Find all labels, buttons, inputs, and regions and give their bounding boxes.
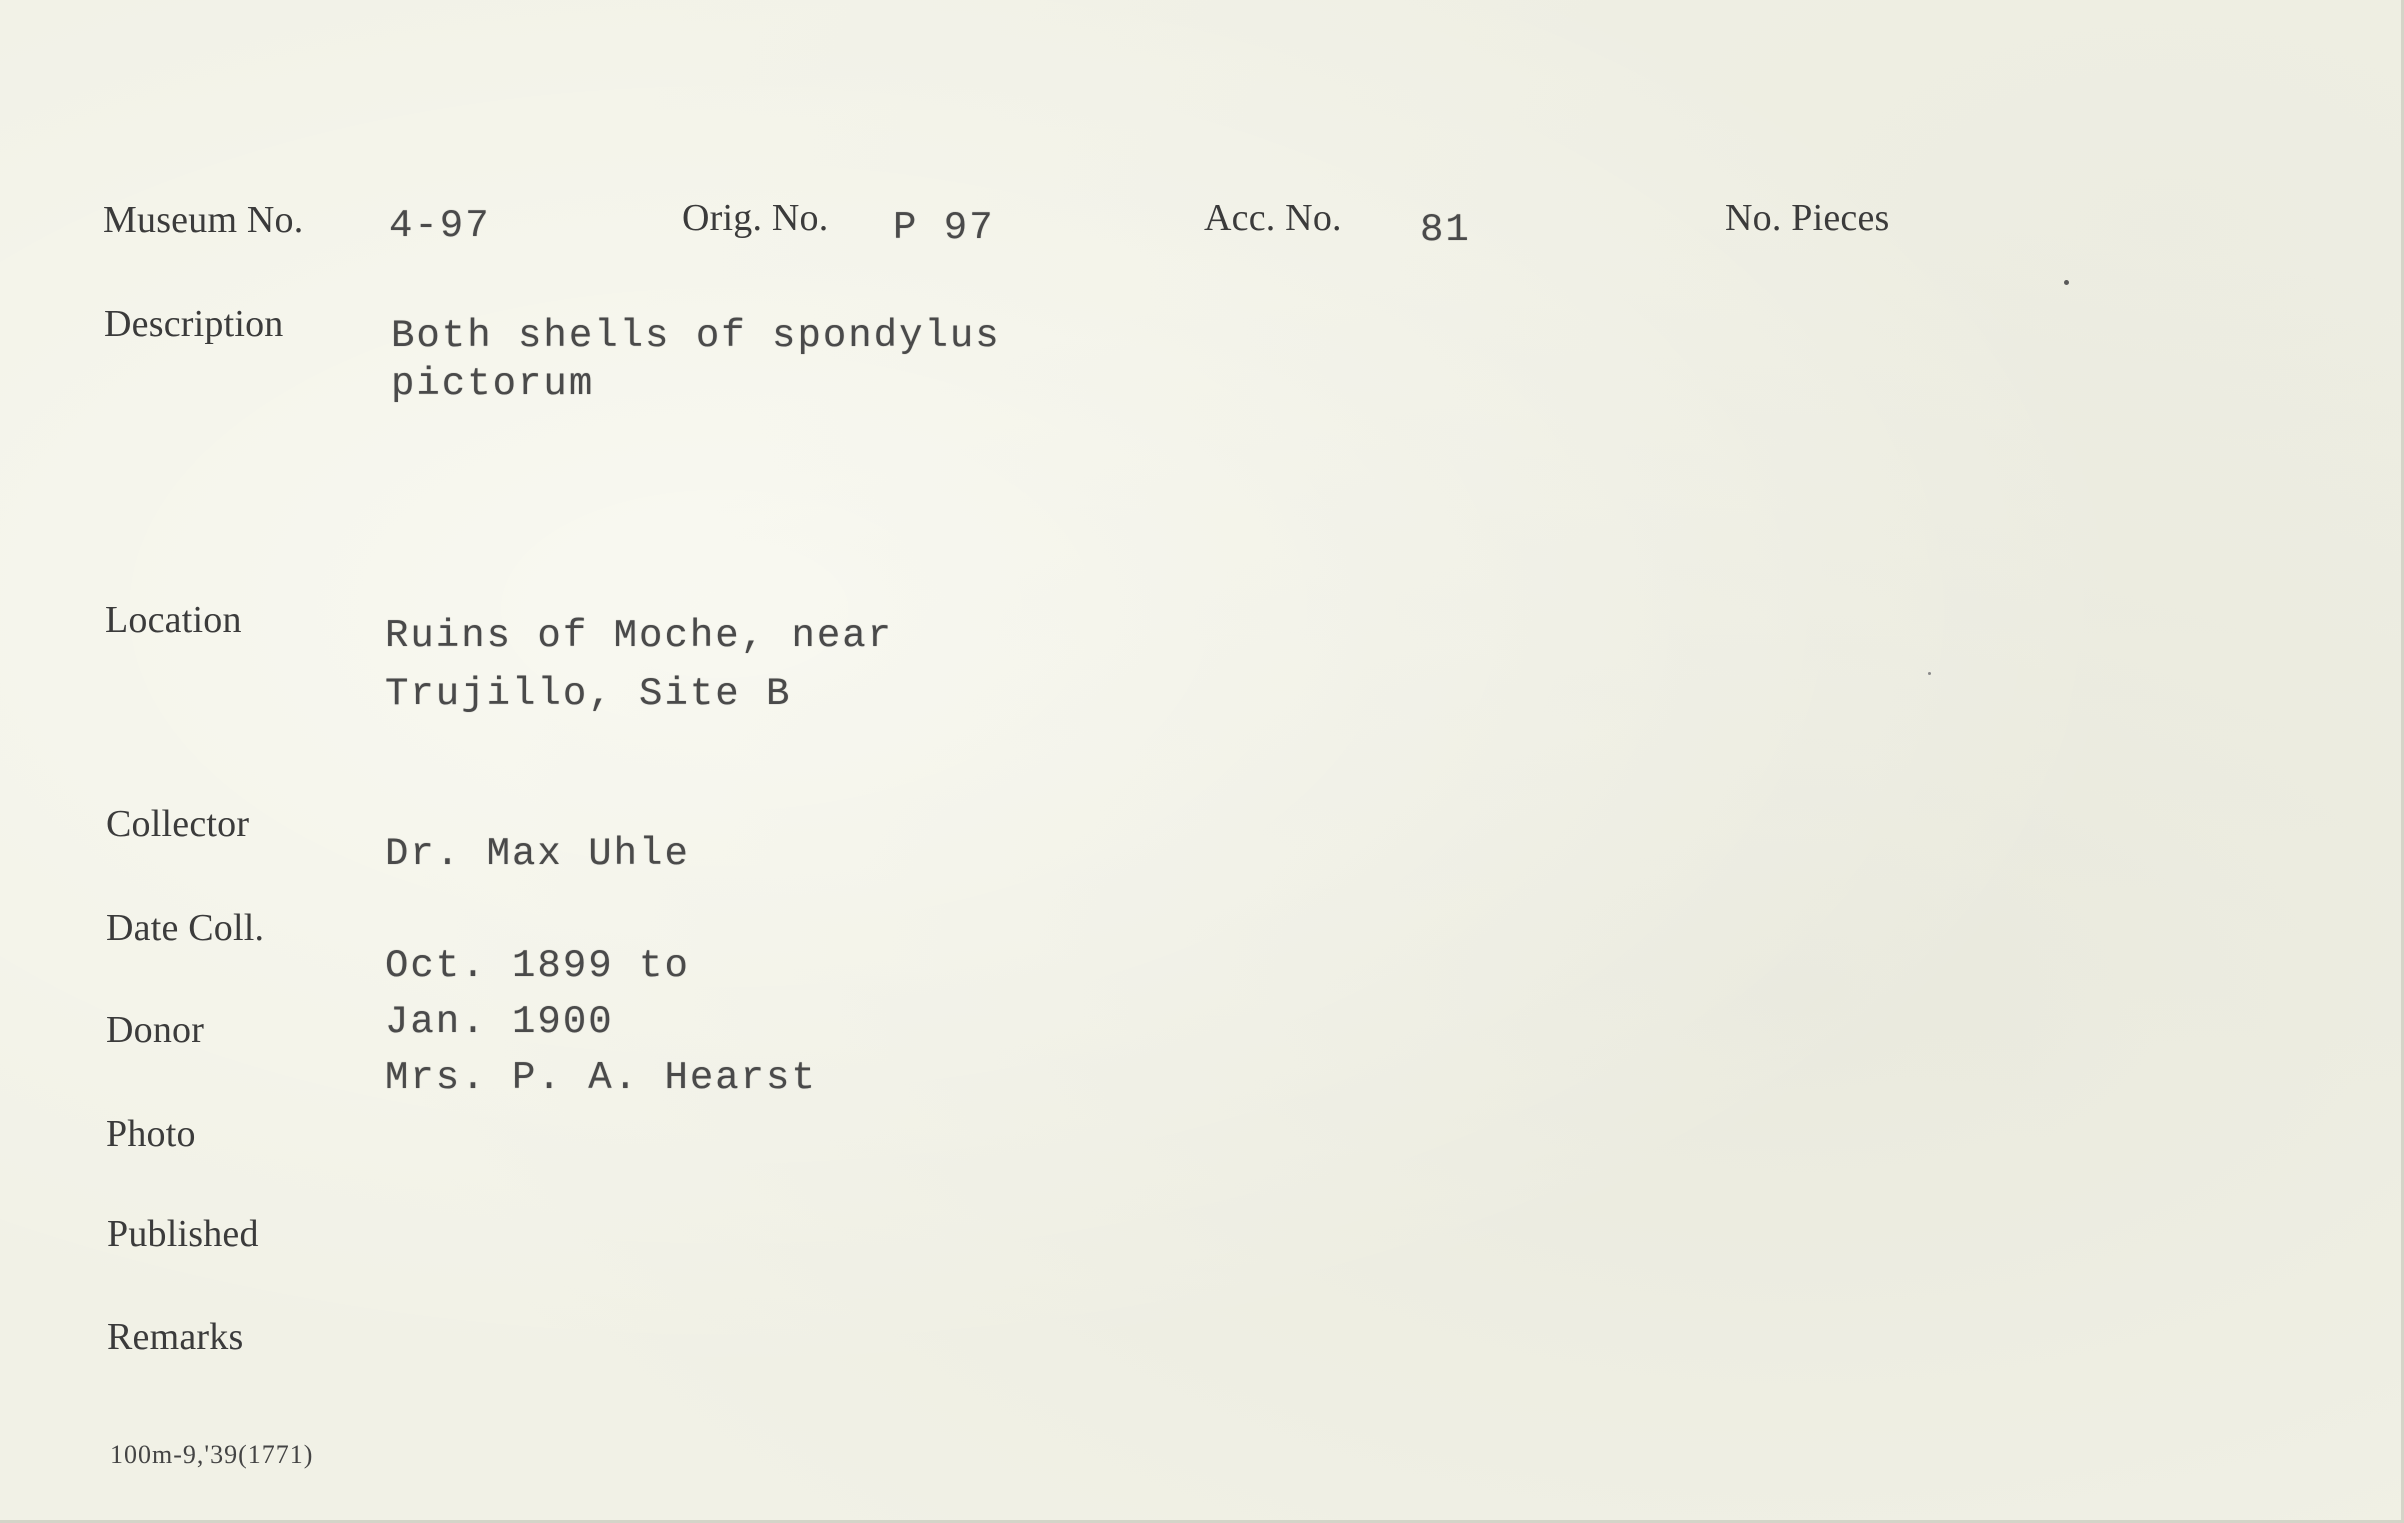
orig-no-label: Orig. No. [682,197,829,239]
date-coll-label: Date Coll. [106,907,265,949]
photo-label: Photo [106,1113,196,1155]
card-speck [2064,280,2069,285]
location-value-line-1: Ruins of Moche, near [385,614,894,658]
museum-no-label: Museum No. [103,199,304,241]
print-code: 100m-9,'39(1771) [110,1440,314,1469]
published-label: Published [107,1213,259,1255]
date-coll-value-line-1: Oct. 1899 to [385,944,690,988]
acc-no-label: Acc. No. [1204,197,1342,239]
collector-label: Collector [106,803,250,845]
orig-no-value: P 97 [893,206,995,250]
museum-no-value: 4-97 [389,204,491,248]
card-speck [1928,672,1931,675]
location-label: Location [105,599,242,641]
description-label: Description [104,303,284,345]
location-value-line-2: Trujillo, Site B [385,672,792,716]
donor-value: Mrs. P. A. Hearst [385,1056,817,1100]
remarks-label: Remarks [107,1316,244,1358]
no-pieces-label: No. Pieces [1725,197,1890,239]
acc-no-value: 81 [1420,208,1471,252]
description-value-line-1: Both shells of spondylus [391,314,1001,358]
donor-label: Donor [106,1009,205,1051]
description-value-line-2: pictorum [391,362,595,406]
date-coll-value-line-2: Jan. 1900 [385,1000,614,1044]
collector-value: Dr. Max Uhle [385,832,690,876]
